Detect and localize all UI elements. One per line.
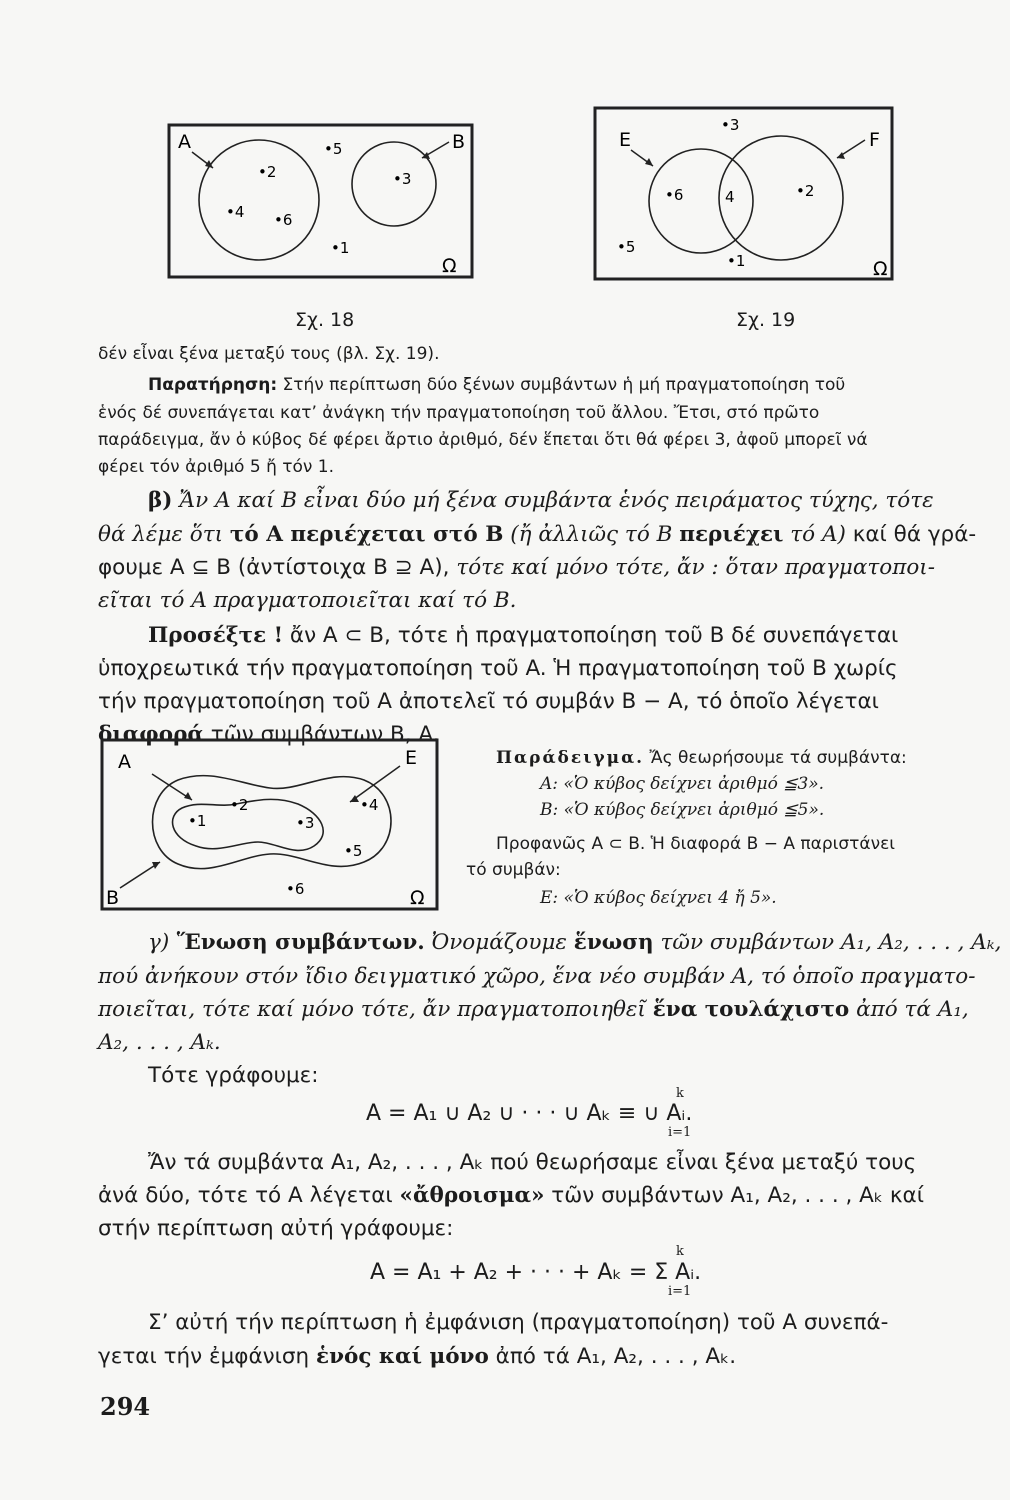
paragraph-line [98,1344,736,1369]
fig20-label-B: B [106,887,120,909]
fig18-point: •2 [258,163,277,181]
fig18-label-B: B [452,131,466,153]
fig20-label-E: E [405,747,418,769]
definition-beta-line [98,588,516,613]
note-line [148,375,845,395]
beta-text: Ἄν A καί B εἶναι δύο μή ξένα συμβάντα ἑνός πειράματος τύχης, τότε [179,488,934,513]
fig20-point: •1 [188,812,207,830]
fig20-point: •3 [296,814,315,832]
paragraph-line: Τότε γράφουμε: [148,1063,319,1088]
example-heading: Παράδειγμα. [496,748,645,768]
fig19-point: 4 [725,188,735,206]
beta-text: φουμε A ⊆ B (ἀντίστοιχα B ⊇ A), [98,555,457,580]
final-text: γεται τήν ἐμφάνιση [98,1344,317,1369]
fig19-caption: Σχ. 19 [736,309,796,331]
fig18-point: •1 [331,239,350,257]
note-text: Στήν περίπτωση δύο ξένων συμβάντων ἡ μή πραγματοποίηση τοῦ [282,375,846,395]
page-number: 294 [100,1392,151,1421]
example-text: Ἄς θεωρήσουμε τά συμβάντα: [644,748,907,768]
attention-bold: διαφορά [98,722,204,747]
fig18-point: •6 [274,211,293,229]
definition-beta-line [98,522,976,547]
beta-label: β) [148,488,173,513]
example-event-B: B: «Ὁ κύβος δείχνει ἀριθμό ≦5». [540,800,825,820]
event-A-circle [199,140,319,260]
fig18-label-omega: Ω [442,255,457,277]
fig18-label-A: A [178,131,191,153]
fig19-point: •2 [796,182,815,200]
definition-beta-line [148,488,934,513]
gamma-text: Ὀνομάζουμε [424,930,574,955]
example-line: Προφανῶς A ⊂ B. Ἡ διαφορά B − A παριστάνει [496,834,896,854]
union-upper-index: k [676,1086,684,1101]
attention-line [148,623,898,648]
definition-beta-line [98,555,935,580]
sum-text: ἀνά δύο, τότε τό A λέγεται [98,1183,400,1208]
note-line: παράδειγμα, ἄν ὁ κύβος δέ φέρει ἄρτιο ἀριθμό, δέν ἕπεται ὅτι θά φέρει 3, ἀφοῦ μπορεῖ νά [98,430,868,450]
fig19-label-omega: Ω [873,258,888,280]
definition-gamma-line [148,930,1001,955]
gamma-text: ἀπό τά A₁, [849,997,969,1022]
beta-text: (ἤ ἀλλιῶς τό B [503,522,680,547]
fig19-point: •1 [727,252,746,270]
beta-text: τό A) [783,522,846,547]
attention-heading: Προσέξτε ! [148,623,284,648]
note-heading: Παρατήρηση: [148,375,278,395]
sum-upper-index: k [676,1244,684,1259]
beta-text: καί θά γρά- [845,522,977,547]
example-line: τό συμβάν: [466,860,561,880]
example-event-A: A: «Ὁ κύβος δείχνει ἀριθμό ≦3». [540,774,825,794]
paragraph-line: στήν περίπτωση αὐτή γράφουμε: [98,1216,454,1241]
union-lower-index: i=1 [668,1125,692,1140]
paragraph-line: δέν εἶναι ξένα μεταξύ τους (βλ. Σχ. 19). [98,344,440,364]
paragraph-line: Σ’ αὐτή τήν περίπτωση ἡ ἐμφάνιση (πραγματοποίηση) τοῦ A συνεπά- [148,1310,889,1335]
sum-formula: A = A₁ + A₂ + · · · + Aₖ = Σ Aᵢ. [370,1260,702,1285]
fig18-point: •5 [324,140,343,158]
paragraph-line: Ἄν τά συμβάντα A₁, A₂, . . . , Aₖ πού θεωρήσαμε εἶναι ξένα μεταξύ τους [148,1150,917,1175]
fig18-caption: Σχ. 18 [295,309,355,331]
gamma-bold: ἕνα τουλάχιστο [652,997,850,1022]
attention-text: τῶν συμβάντων B, A. [203,722,440,747]
fig19-point: •3 [721,116,740,134]
fig20-point: •4 [360,796,379,814]
attention-line: τήν πραγματοποίηση τοῦ A ἀποτελεῖ τό συμβάν B − A, τό ὁποῖο λέγεται [98,689,879,714]
attention-line: ὑποχρεωτικά τήν πραγματοποίηση τοῦ A. Ἡ πραγματοποίηση τοῦ B χωρίς [98,656,898,681]
fig20-point: •5 [344,842,363,860]
fig18-point: •3 [393,170,412,188]
fig19-point: •5 [617,238,636,256]
beta-bold: τό A περιέχεται στό B [229,522,504,547]
attention-text: ἄν A ⊂ B, τότε ἡ πραγματοποίηση τοῦ B δέ συνεπάγεται [283,623,899,648]
sum-lower-index: i=1 [668,1284,692,1299]
figure-difference [100,738,440,912]
event-F-circle [719,136,843,260]
beta-text: θά λέμε ὅτι [98,522,230,547]
definition-gamma-line [98,997,969,1022]
definition-gamma-line: πού ἀνήκουν στόν ἴδιο δειγματικό χῶρο, ἕνα νέο συμβάν A, τό ὁποῖο πραγματο- [98,964,976,989]
beta-bold: περιέχει [679,522,784,547]
fig20-label-A: A [118,751,131,773]
gamma-text: τῶν συμβάντων A₁, A₂, . . . , Aₖ, [653,930,1002,955]
fig18-point: •4 [226,203,245,221]
beta-text: τότε καί μόνο τότε, ἄν : ὅταν πραγματοποι- [456,555,936,580]
fig20-point: •6 [286,880,305,898]
union-formula: A = A₁ ∪ A₂ ∪ · · · ∪ Aₖ ≡ ∪ Aᵢ. [366,1101,693,1126]
final-text: ἀπό τά A₁, A₂, . . . , Aₖ. [488,1344,737,1369]
fig19-label-E: E [619,129,632,151]
sum-text: τῶν συμβάντων A₁, A₂, . . . , Aₖ καί [544,1183,924,1208]
note-line: ἑνός δέ συνεπάγεται κατ’ ἀνάγκη τήν πραγματοποίηση τοῦ ἄλλου. Ἔτσι, στό πρῶτο [98,403,820,423]
final-bold: ἑνός καί μόνο [316,1344,489,1369]
note-line: φέρει τόν ἀριθμό 5 ἤ τόν 1. [98,457,334,477]
gamma-bold: ἕνωση [573,930,654,955]
fig19-label-F: F [869,129,880,151]
fig20-point: •2 [230,796,249,814]
gamma-heading: Ἕνωση συμβάντων. [169,930,425,955]
definition-gamma-line: A₂, . . . , Aₖ. [98,1030,221,1055]
example-line [496,748,907,768]
figure-19 [593,106,895,282]
fig19-point: •6 [665,186,684,204]
paragraph-line [98,1183,924,1208]
sum-bold: «ἄθροισμα» [399,1183,545,1208]
gamma-text: ποιεῖται, τότε καί μόνο τότε, ἄν πραγματοποιηθεῖ [98,997,653,1022]
example-event-E: E: «Ὁ κύβος δείχνει 4 ἤ 5». [540,888,777,908]
gamma-label: γ) [148,930,170,955]
beta-text: εῖται τό A πραγματοποιεῖται καί τό B. [98,588,517,613]
figure-18 [166,122,476,282]
fig20-label-omega: Ω [410,887,425,909]
